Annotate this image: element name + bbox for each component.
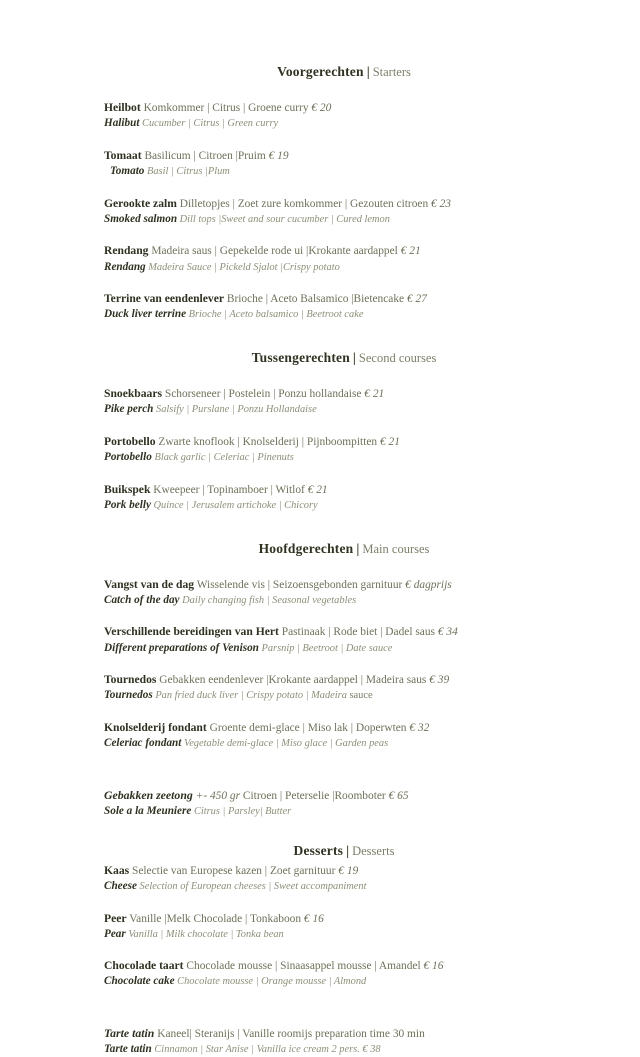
heading-separator: | [346, 842, 350, 858]
item-description-nl: Basilicum | Citroen |Pruim [144, 149, 266, 162]
item-description-nl: Selectie van Europese kazen | Zoet garnituur [131, 864, 336, 877]
item-line-nl [104, 577, 584, 593]
menu-item-portobello [104, 434, 584, 465]
item-line-nl [104, 720, 584, 736]
item-description-nl: Kaneel| Steranijs | Vanille roomijs preparation time 30 min [157, 1028, 425, 1041]
menu-item-peer [104, 911, 584, 942]
item-name-en: Tomato [110, 164, 145, 177]
item-line-nl [104, 243, 584, 259]
item-line-nl [104, 788, 584, 804]
item-line-nl [104, 911, 584, 927]
item-name-en: Halibut [104, 117, 140, 130]
item-description-nl: Gebakken eendenlever |Krokante aardappel | Madeira saus [159, 674, 427, 687]
item-line-en [104, 641, 584, 656]
section-heading-nl: Tussengerechten [251, 350, 350, 366]
item-description-en: Quince | Jerusalem artichoke | Chicory [153, 499, 318, 511]
item-line-nl [104, 624, 584, 640]
item-name-en: Portobello [104, 451, 152, 464]
heading-separator: | [356, 540, 360, 556]
item-description-nl: Schorseneer | Postelein | Ponzu hollandaise [164, 388, 362, 401]
item-price-nl: € 39 [429, 674, 450, 687]
item-description-en-plain: sauce [349, 690, 373, 702]
item-name-nl: Knolselderij fondant [104, 721, 207, 735]
menu-item-gebakken-zeetong [104, 788, 584, 819]
item-line-en [104, 164, 584, 179]
item-price-en: € 38 [362, 1044, 381, 1056]
menu-page [0, 62, 640, 1056]
item-line-en [104, 212, 584, 227]
section-heading-tussengerechten [104, 348, 584, 368]
item-description-en: Vanilla | Milk chocolate | Tonka bean [128, 928, 284, 940]
item-description-en: Pan fried duck liver | Crispy potato | Madeira [155, 690, 347, 702]
item-line-en [104, 736, 584, 751]
item-name-en: Chocolate cake [104, 975, 175, 988]
item-description-nl: Pastinaak | Rode biet | Dadel saus [281, 626, 435, 639]
item-description-nl: Brioche | Aceto Balsamico |Bietencake [226, 293, 405, 306]
item-price-nl: € 21 [400, 245, 421, 258]
item-description-en: Basil | Citrus |Plum [147, 165, 230, 177]
menu-item-rendang [104, 243, 584, 274]
item-name-nl: Tournedos [104, 673, 157, 687]
item-line-nl [104, 148, 584, 164]
item-price-nl: € 21 [364, 388, 385, 401]
heading-separator: | [352, 350, 356, 366]
item-description-en: Brioche | Aceto balsamico | Beetroot cake [188, 309, 364, 321]
item-name-en: Cheese [104, 879, 137, 892]
menu-item-tarte-tatin [104, 1026, 584, 1057]
item-price-nl: € 34 [437, 626, 458, 639]
item-name-en: Tarte tatin [104, 1043, 152, 1056]
menu-section-voorgerechten [104, 62, 584, 322]
item-name-nl: Tarte tatin [104, 1026, 155, 1041]
item-name-en: Smoked salmon [104, 212, 178, 225]
item-line-nl [104, 863, 584, 879]
item-line-en [104, 307, 584, 322]
item-name-en: Sole a la Meuniere [104, 804, 192, 817]
section-heading-nl: Hoofdgerechten [258, 540, 354, 556]
section-heading-hoofdgerechten [104, 539, 584, 559]
heading-separator: | [366, 64, 370, 79]
item-description-nl: Madeira saus | Gepekelde rode ui |Krokante aardappel [151, 245, 398, 258]
item-name-en: Duck liver terrine [104, 308, 187, 321]
item-description-en: Chocolate mousse | Orange mousse | Almond [177, 976, 367, 988]
section-heading-en: Main courses [362, 541, 430, 556]
item-name-nl: Vangst van de dag [104, 577, 195, 591]
item-name-nl: Tomaat [104, 148, 142, 162]
item-description-en: Cinnamon | Star Anise | Vanilla ice cream 2 pers. [154, 1044, 360, 1056]
item-price-nl: € 16 [303, 912, 324, 925]
item-price-nl: € 16 [423, 960, 444, 973]
item-price-nl: € 23 [431, 197, 451, 210]
item-description-en: Cucumber | Citrus | Green curry [142, 118, 279, 130]
item-name-en: Pear [104, 927, 126, 940]
item-line-en [104, 450, 584, 465]
menu-content [104, 62, 584, 1057]
item-line-en [104, 974, 584, 989]
section-heading-en: Second courses [358, 351, 437, 366]
item-description-en: Citrus | Parsley| Butter [193, 805, 292, 817]
item-line-en [104, 688, 584, 703]
item-name-en: Pork belly [104, 498, 151, 511]
item-line-nl [104, 958, 584, 974]
menu-section-desserts [104, 841, 584, 1057]
item-description-en: Daily changing fish | Seasonal vegetables [182, 594, 357, 606]
item-description-en: Vegetable demi-glace | Miso glace | Garden peas [184, 738, 389, 750]
item-line-nl [104, 386, 584, 402]
item-line-en [104, 1042, 584, 1057]
item-description-nl: Citroen | Peterselie |Roomboter [242, 789, 386, 802]
menu-item-chocolade-taart [104, 958, 584, 989]
item-price-nl: € dagprijs [405, 578, 452, 591]
item-line-nl [104, 100, 584, 116]
menu-item-buikspek [104, 482, 584, 513]
item-price-nl: € 32 [409, 722, 430, 735]
item-name-nl: Kaas [104, 863, 130, 877]
item-description-nl: Kweepeer | Topinamboer | Witlof [153, 483, 305, 496]
item-description-en: Selection of European cheeses | Sweet accompaniment [139, 880, 367, 892]
item-price-nl: € 65 [388, 789, 409, 802]
item-quantity-nl: +- 450 gr [195, 789, 241, 802]
item-description-nl: Dilletopjes | Zoet zure komkommer | Gezouten citroen [179, 197, 429, 210]
item-description-en: Black garlic | Celeriac | Pinenuts [154, 452, 294, 464]
section-heading-nl: Desserts [293, 842, 344, 858]
item-price-nl: € 21 [379, 435, 400, 448]
menu-item-kaas [104, 863, 584, 894]
item-line-en [104, 593, 584, 608]
menu-item-heilbot [104, 100, 584, 131]
item-description-nl: Groente demi-glace | Miso lak | Doperwten [209, 722, 407, 735]
item-line-en [104, 879, 584, 894]
item-price-nl: € 19 [338, 864, 359, 877]
menu-item-knolselderij-fondant [104, 720, 584, 751]
item-description-nl: Zwarte knoflook | Knolselderij | Pijnboompitten [158, 435, 378, 448]
item-description-en: Dill tops |Sweet and sour cucumber | Cured lemon [179, 213, 390, 225]
item-name-nl: Verschillende bereidingen van Hert [104, 625, 279, 639]
menu-item-snoekbaars [104, 386, 584, 417]
menu-item-gerookte-zalm [104, 196, 584, 227]
menu-item-terrine-van-eendenlever [104, 291, 584, 322]
item-line-en [104, 402, 584, 417]
item-line-en [104, 498, 584, 513]
menu-section-hoofdgerechten [104, 539, 584, 819]
section-heading-voorgerechten [104, 62, 584, 82]
section-heading-en: Desserts [352, 843, 395, 858]
item-line-nl [104, 434, 584, 450]
menu-item-hert [104, 624, 584, 655]
item-name-en: Celeriac fondant [104, 737, 182, 750]
item-name-en: Pike perch [104, 403, 154, 416]
menu-item-tomaat [104, 148, 584, 179]
item-line-nl [104, 291, 584, 307]
item-name-en: Catch of the day [104, 593, 180, 606]
item-name-nl: Portobello [104, 434, 156, 448]
item-description-nl: Chocolade mousse | Sinaasappel mousse | Amandel [186, 960, 421, 973]
section-heading-desserts [104, 841, 584, 861]
item-line-nl [104, 1026, 584, 1042]
item-line-en [104, 927, 584, 942]
section-heading-nl: Voorgerechten [277, 64, 364, 79]
item-description-nl: Komkommer | Citrus | Groene curry [143, 102, 309, 114]
section-heading-en: Starters [372, 65, 411, 79]
item-description-en: Madeira Sauce | Pickeld Sjalot |Crispy potato [148, 261, 340, 273]
item-name-nl: Buikspek [104, 482, 151, 496]
item-description-nl: Wisselende vis | Seizoensgebonden garnituur [196, 578, 403, 591]
item-name-nl: Rendang [104, 244, 149, 258]
item-price-nl: € 21 [307, 483, 328, 496]
item-name-en: Tournedos [104, 689, 153, 702]
item-description-en: Salsify | Purslane | Ponzu Hollandaise [156, 404, 317, 416]
item-price-nl: € 27 [406, 293, 427, 306]
item-name-nl: Peer [104, 911, 127, 925]
item-description-en: Parsnip | Beetroot | Date sauce [261, 642, 393, 654]
item-line-nl [104, 672, 584, 688]
item-line-en [104, 116, 584, 131]
item-price-nl: € 20 [311, 102, 332, 114]
item-line-en [104, 260, 584, 275]
item-description-nl: Vanille |Melk Chocolade | Tonkaboon [129, 912, 302, 925]
item-name-nl: Gebakken zeetong [104, 787, 193, 802]
item-price-nl: € 19 [268, 149, 289, 162]
item-name-nl: Gerookte zalm [104, 196, 177, 210]
item-name-nl: Chocolade taart [104, 959, 184, 973]
item-line-nl [104, 196, 584, 212]
menu-item-tournedos [104, 672, 584, 703]
item-name-en: Rendang [104, 260, 146, 273]
menu-section-tussengerechten [104, 348, 584, 512]
item-name-nl: Heilbot [104, 101, 141, 114]
menu-item-vangst-van-de-dag [104, 577, 584, 608]
item-line-nl [104, 482, 584, 498]
item-name-nl: Terrine van eendenlever [104, 292, 224, 306]
item-name-en: Different preparations of Venison [104, 641, 259, 654]
item-name-nl: Snoekbaars [104, 387, 162, 401]
item-line-en [104, 804, 584, 819]
